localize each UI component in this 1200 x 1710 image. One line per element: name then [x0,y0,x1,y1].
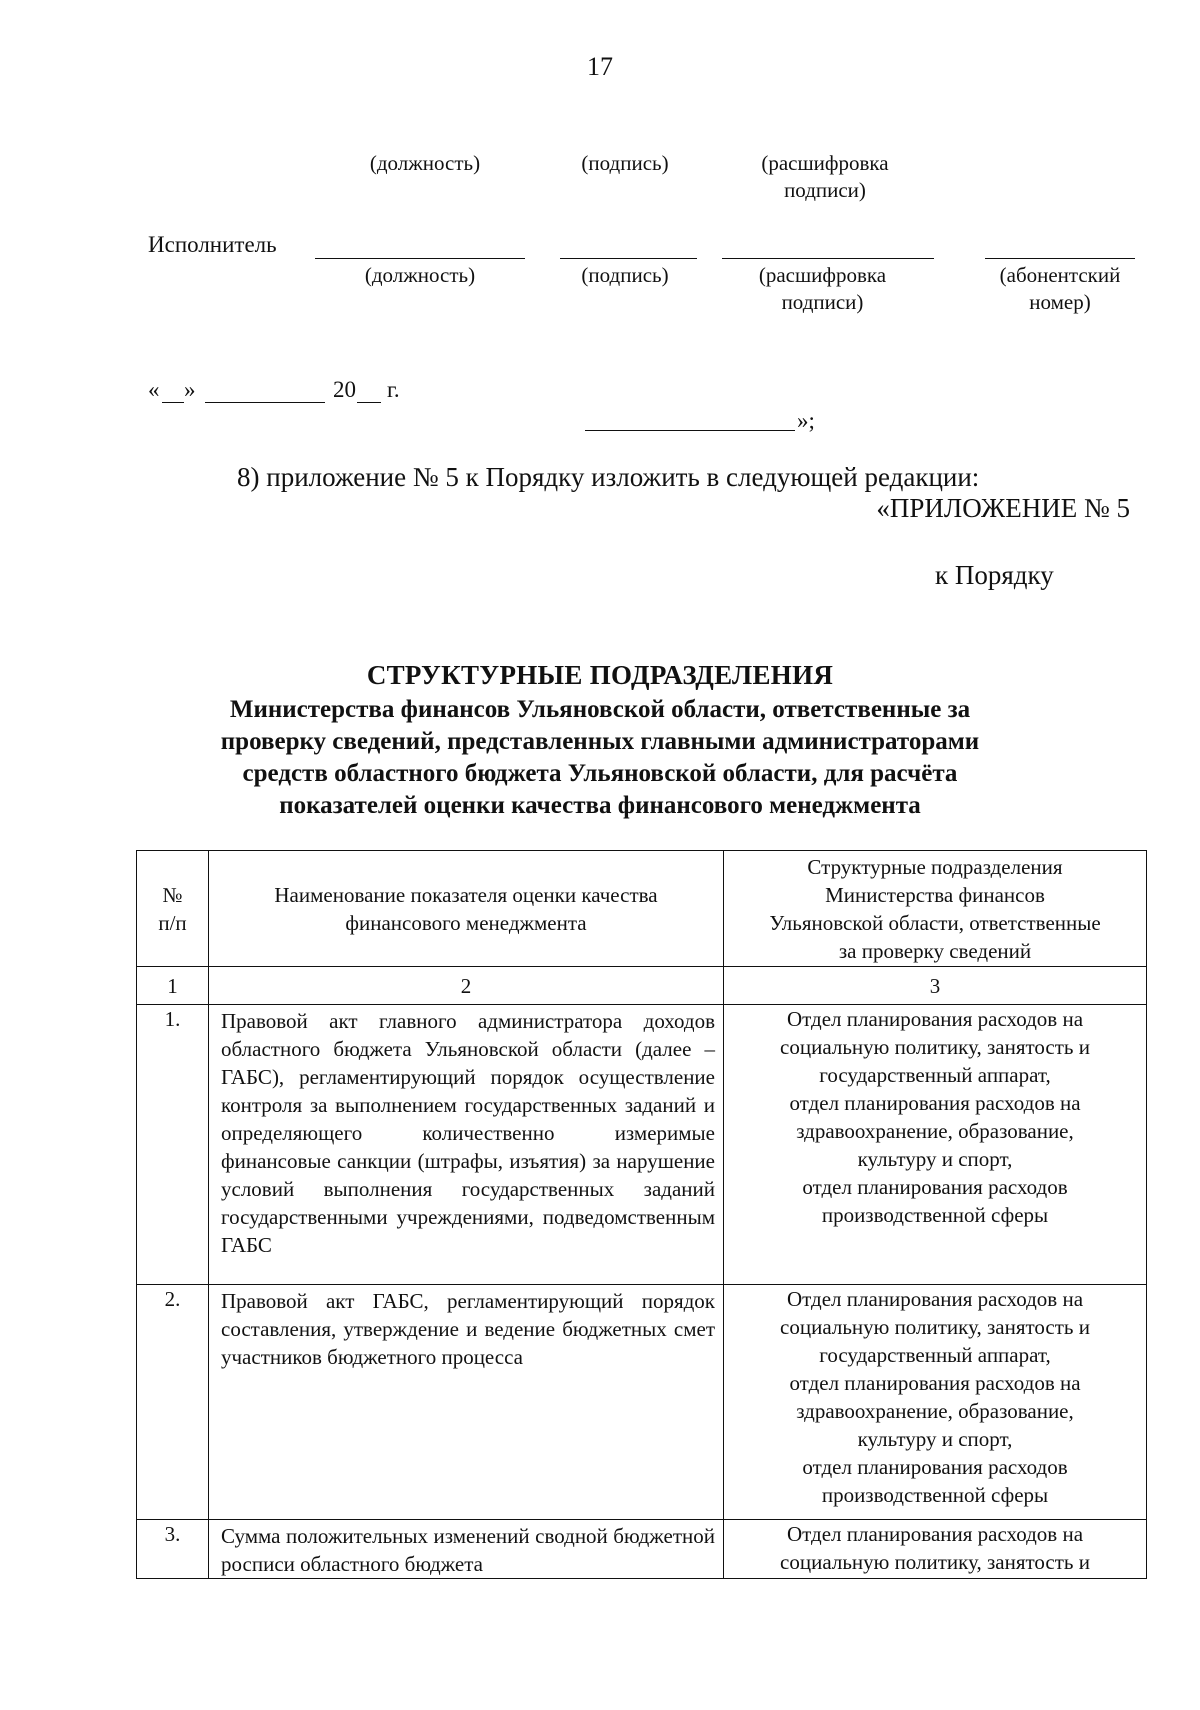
signature-line [560,258,697,259]
table-row [137,1520,1147,1579]
row-number: 3. [137,1520,209,1579]
date-day-line [162,402,184,403]
dept-line: социальную политику, занятость и [780,1315,1090,1339]
appendix-subtitle: к Порядку [935,560,1054,590]
dept-line: социальную политику, занятость и [780,1035,1090,1059]
table-row [137,1285,1147,1520]
dept-line: Отдел планирования расходов на [786,1287,1084,1311]
dept-line: культуру и спорт, [857,1147,1013,1171]
executor-label: Исполнитель [148,232,277,257]
header-col3-line2: Министерства финансов [825,882,1045,907]
column-number-row [137,967,1147,1005]
decoding-line [722,258,934,259]
dept-line: отдел планирования расходов на [789,1371,1081,1395]
dept-line: здравоохранение, образование, [796,1399,1074,1423]
dept-line: отдел планирования расходов [802,1175,1068,1199]
dept-line: социальную политику, занятость и [780,1550,1090,1574]
dept-line: отдел планирования расходов на [789,1091,1081,1115]
row-indicator: Сумма положительных изменений сводной бюджетной росписи областного бюджета [209,1520,724,1579]
page-number: 17 [587,52,613,81]
signature-caption: (подпись) [581,151,669,175]
dept-line: культуру и спорт, [857,1427,1013,1451]
row-indicator: Правовой акт главного администратора доходов областного бюджета Ульяновской области (далее – ГАБС), регламентирующий порядок осуществление контроля за выполнением государственных заданий и определяющего количественно измеримые финансовые санкции (штрафы, изъятия) за нарушение условий выполнения государственных заданий государственными учреждениями, подведомственным ГАБС [209,1005,724,1285]
date-year-line [357,402,381,403]
executor-signature-caption: (подпись) [581,263,669,287]
closing-line [585,430,795,431]
row-departments [724,1005,1147,1285]
heading-line5: показателей оценки качества финансового менеджмента [279,792,921,819]
executor-decoding-caption [725,262,920,316]
position-line [315,258,525,259]
row-departments [724,1285,1147,1520]
dept-line: отдел планирования расходов [802,1455,1068,1479]
executor-phone-line1: (абонентский [999,263,1121,287]
header-col2 [209,851,724,967]
table-header-row [137,851,1147,967]
header-col1 [137,851,209,967]
executor-position-caption: (должность) [364,263,476,287]
header-col2-line1: Наименование показателя оценки качества [274,882,658,907]
date-open-quote: « [148,377,160,402]
date-year-suffix: г. [387,377,400,402]
header-col3-line1: Структурные подразделения [807,854,1063,879]
column-number-1: 1 [137,967,209,1005]
header-col3 [724,851,1147,967]
dept-line: Отдел планирования расходов на [786,1522,1084,1546]
header-col3-line4: за проверку сведений [838,938,1032,963]
row-number: 1. [137,1005,209,1285]
heading-line2: Министерства финансов Ульяновской области, ответственные за [229,696,971,723]
executor-phone-caption [975,262,1145,316]
departments-table [136,850,1147,1579]
dept-line: здравоохранение, образование, [796,1119,1074,1143]
row-departments [724,1520,1147,1579]
appendix-title: «ПРИЛОЖЕНИЕ № 5 [876,493,1130,523]
decoding-caption-line2: подписи) [784,178,866,202]
heading-line4: средств областного бюджета Ульяновской области, для расчёта [242,760,958,787]
table-row [137,1005,1147,1285]
column-number-3: 3 [724,967,1147,1005]
heading-line3: проверку сведений, представленных главными администраторами [220,728,980,755]
executor-phone-line2: номер) [1029,290,1091,314]
date-close-quote: » [184,377,196,402]
header-col3-line3: Ульяновской области, ответственные [769,910,1101,935]
date-year-prefix: 20 [333,377,356,402]
closing-mark: »; [797,408,815,433]
dept-line: государственный аппарат, [819,1343,1051,1367]
heading-title: СТРУКТУРНЫЕ ПОДРАЗДЕЛЕНИЯ [366,660,834,690]
header-col1-line1: № [162,882,183,907]
phone-line [985,258,1135,259]
amendment-item: 8) приложение № 5 к Порядку изложить в следующей редакции: [237,462,980,492]
executor-decoding-line2: подписи) [781,290,864,314]
decoding-caption [730,150,920,204]
dept-line: государственный аппарат, [819,1063,1051,1087]
decoding-caption-line1: (расшифровка [761,151,889,175]
dept-line: Отдел планирования расходов на [786,1007,1084,1031]
executor-decoding-line1: (расшифровка [758,263,887,287]
header-col1-line2: п/п [158,910,187,935]
row-indicator: Правовой акт ГАБС, регламентирующий порядок составления, утверждение и ведение бюджетных смет участников бюджетного процесса [209,1285,724,1520]
date-month-line [205,402,325,403]
dept-line: производственной сферы [821,1483,1049,1507]
row-number: 2. [137,1285,209,1520]
column-number-2: 2 [209,967,724,1005]
dept-line: производственной сферы [821,1203,1049,1227]
header-col2-line2: финансового менеджмента [345,910,587,935]
position-caption: (должность) [369,151,481,175]
